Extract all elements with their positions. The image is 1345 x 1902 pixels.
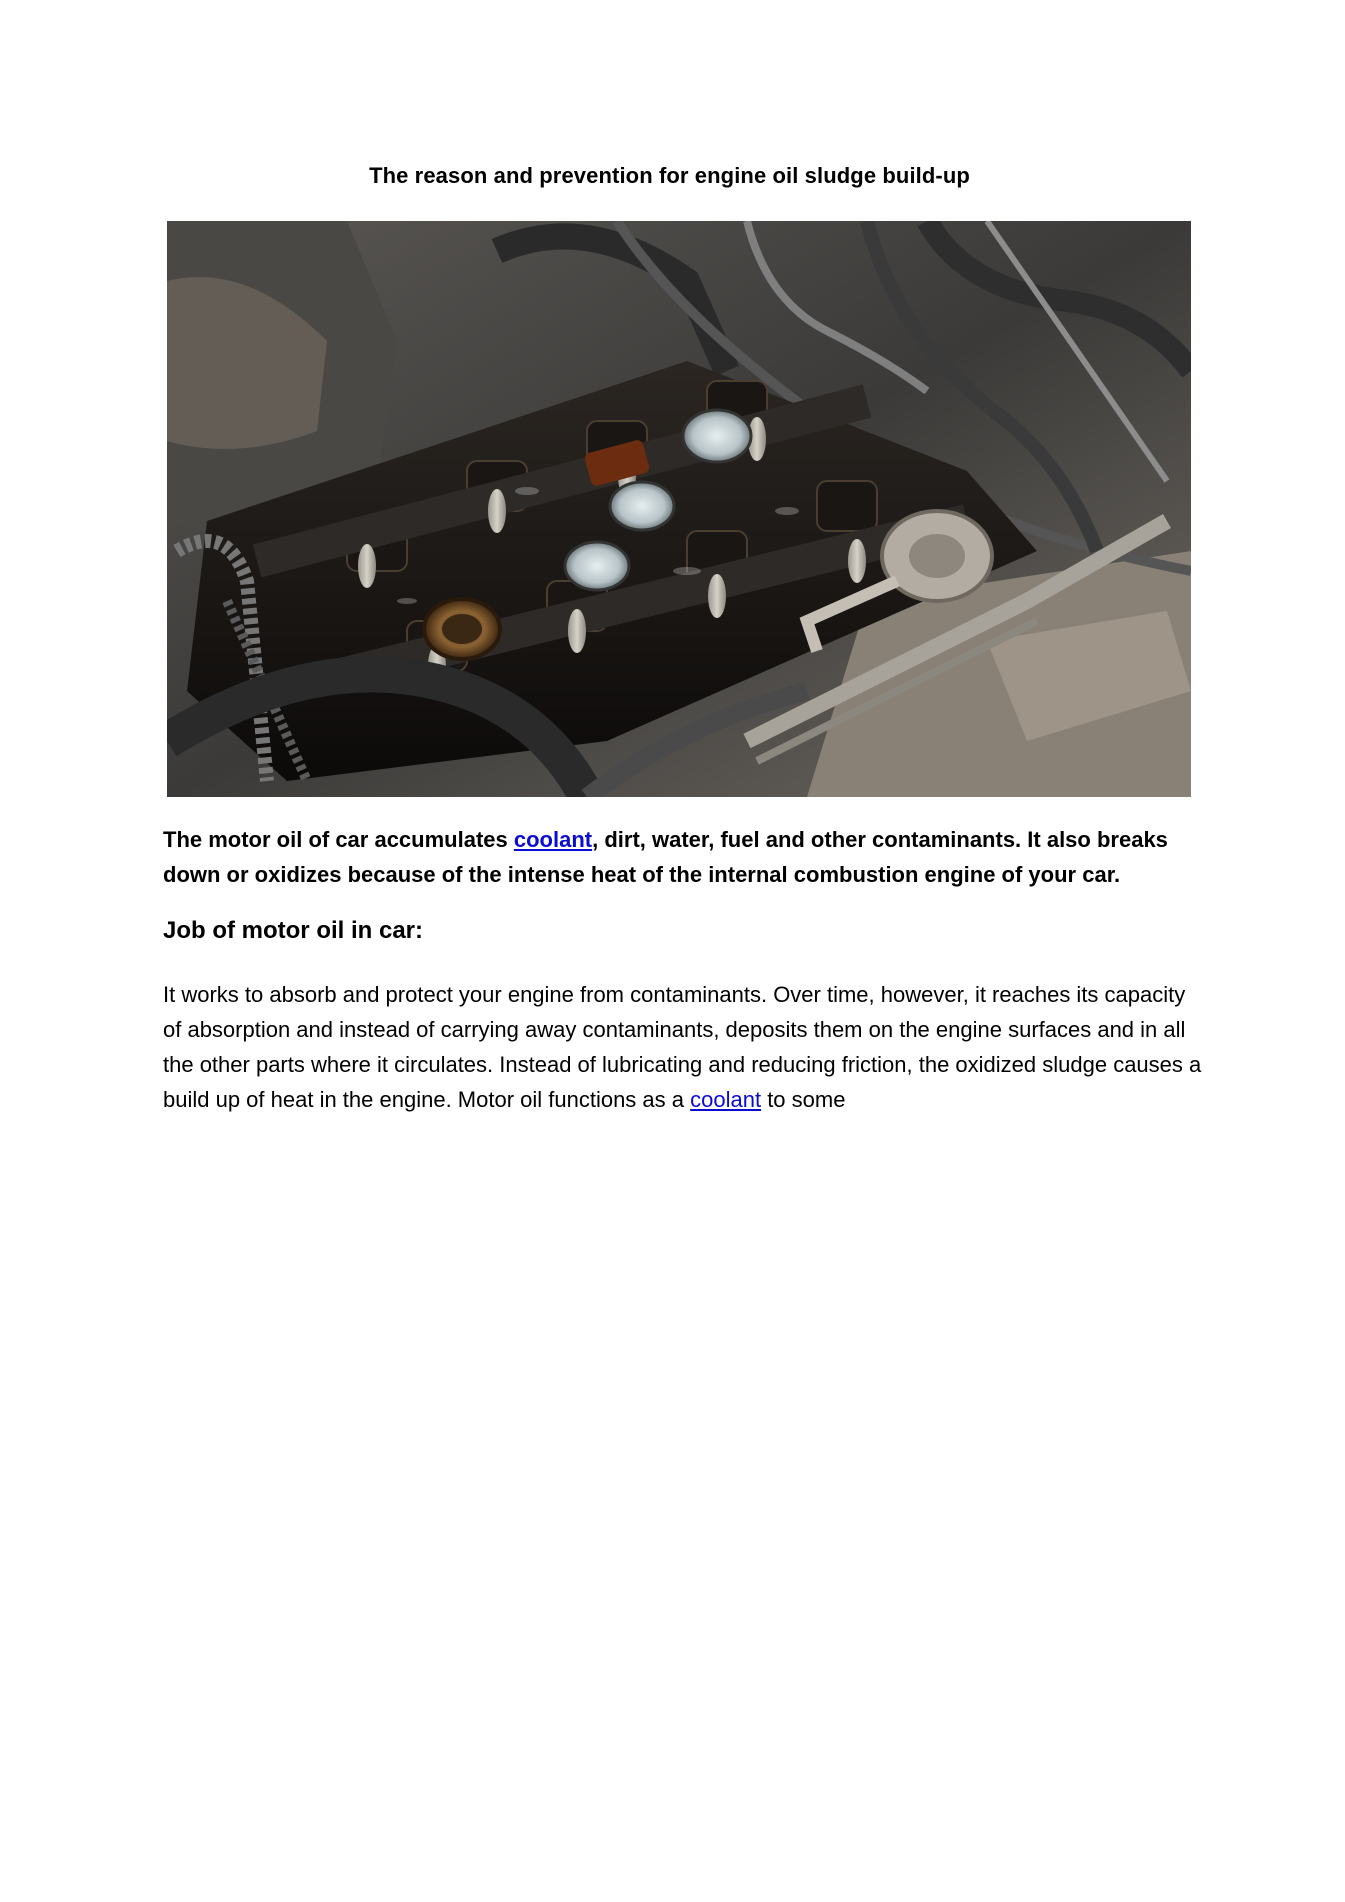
document-title: [0, 163, 1345, 189]
coolant-link-body[interactable]: coolant: [690, 1087, 762, 1112]
body-paragraph: [163, 977, 1203, 1117]
lead-paragraph: [163, 822, 1193, 892]
section-heading: Job of motor oil in car:: [163, 917, 424, 944]
body-text-end: to some: [761, 1087, 846, 1112]
lead-text-start: The motor oil of car accumulates: [163, 827, 514, 852]
lead-text-end: , dirt, water, fuel and other contaminants. It also breaks down or oxidizes because of the intense heat of the internal combustion engine of your car.: [163, 827, 1168, 887]
engine-sludge-photo: [167, 221, 1191, 797]
body-text-start: It works to absorb and protect your engine from contaminants. Over time, however, it reaches its capacity of absorption and instead of carrying away contaminants, deposits them on the engine surfaces and in all the other parts where it circulates. Instead of lubricating and reducing friction, the oxidized sludge causes a build up of heat in the engine. Motor oil functions as a: [163, 982, 1202, 1112]
document-title-text: The reason and prevention for engine oil sludge build-up: [369, 163, 970, 188]
coolant-link[interactable]: coolant: [513, 827, 593, 852]
